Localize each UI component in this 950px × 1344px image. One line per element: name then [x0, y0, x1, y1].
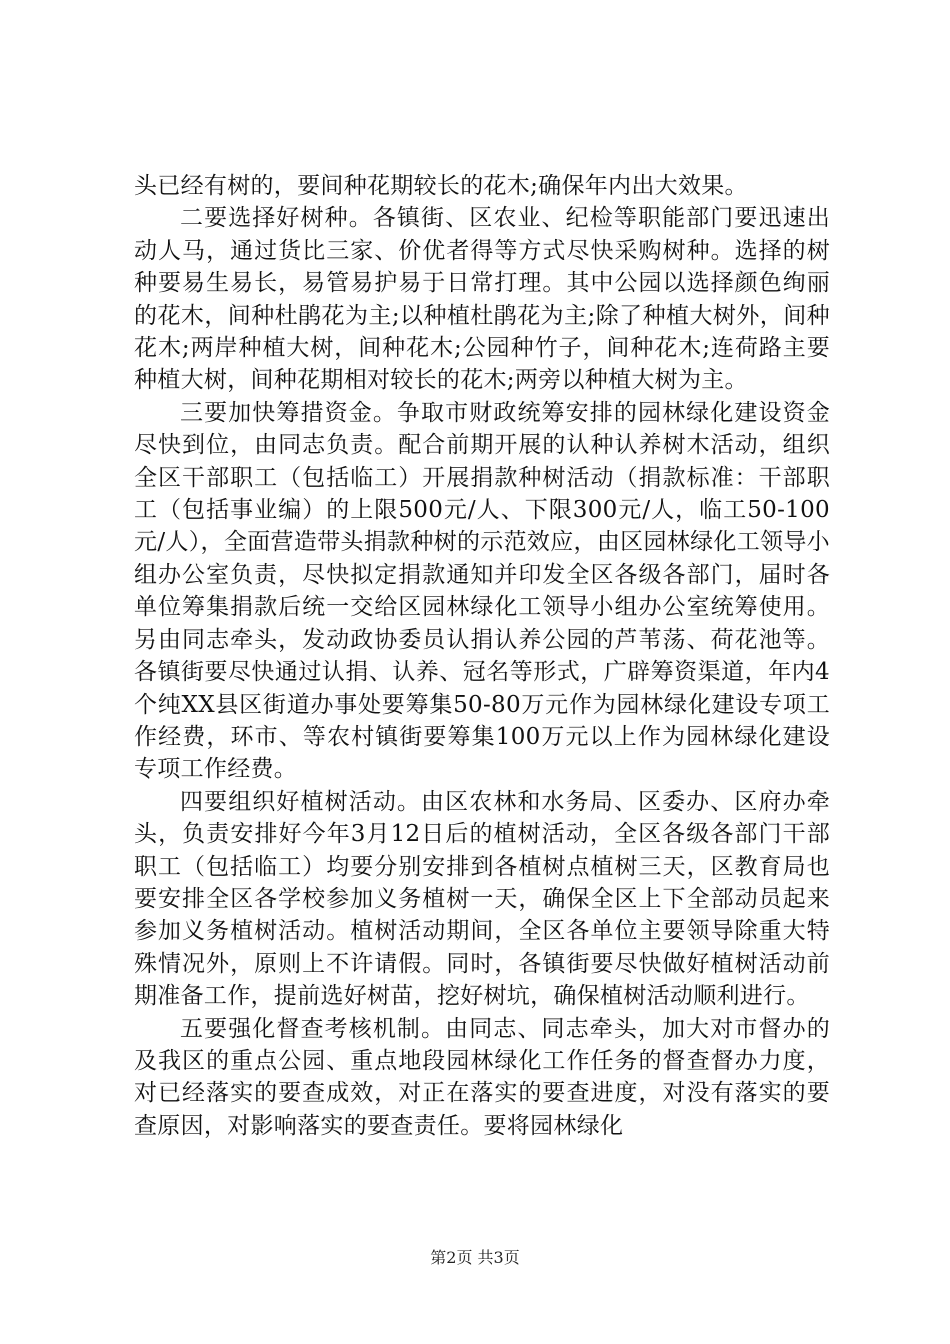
- document-body: [134, 170, 830, 1142]
- paragraph-4: 四要组织好植树活动。由区农林和水务局、区委办、区府办牵头，负责安排好今年3月12日后的植树活动，全区各级各部门干部职工（包括临工）均要分别安排到各植树点植树三天，区教育局也要安排全区各学校参加义务植树一天，确保全区上下全部动员起来参加义务植树活动。植树活动期间，全区各单位主要领导除重大特殊情况外，原则上不许请假。同时，各镇街要尽快做好植树活动前期准备工作，提前选好树苗，挖好树坑，确保植树活动顺利进行。: [134, 788, 830, 1010]
- paragraph-2: 二要选择好树种。各镇街、区农业、纪检等职能部门要迅速出动人马，通过货比三家、价优者得等方式尽快采购树种。选择的树种要易生易长，易管易护易于日常打理。其中公园以选择颜色绚丽的花木，间种杜鹃花为主;以种植杜鹃花为主;除了种植大树外，间种花木;两岸种植大树，间种花木;公园种竹子，间种花木;连荷路主要种植大树，间种花期相对较长的花木;两旁以种植大树为主。: [134, 205, 830, 394]
- paragraph-3: 三要加快筹措资金。争取市财政统筹安排的园林绿化建设资金尽快到位，由同志负责。配合前期开展的认种认养树木活动，组织全区干部职工（包括临工）开展捐款种树活动（捐款标准：干部职工（包括事业编）的上限500元/人、下限300元/人，临工50-100元/人），全面营造带头捐款种树的示范效应，由区园林绿化工领导小组办公室负责，尽快拟定捐款通知并印发全区各级各部门，届时各单位筹集捐款后统一交给区园林绿化工领导小组办公室统筹使用。另由同志牵头，发动政协委员认捐认养公园的芦苇荡、荷花池等。各镇街要尽快通过认捐、认养、冠名等形式，广辟筹资渠道，年内4个纯XX县区街道办事处要筹集50-80万元作为园林绿化建设专项工作经费，环市、等农村镇街要筹集100万元以上作为园林绿化建设专项工作经费。: [134, 399, 830, 783]
- paragraph-1: 头已经有树的，要间种花期较长的花木;确保年内出大效果。: [134, 173, 748, 199]
- paragraph-5: 五要强化督查考核机制。由同志、同志牵头，加大对市督办的及我区的重点公园、重点地段园林绿化工作任务的督查督办力度，对已经落实的要查成效，对正在落实的要查进度，对没有落实的要查原因，对影响落实的要查责任。要将园林绿化: [134, 1015, 830, 1139]
- page-number-footer: 第2页 共3页: [430, 1248, 520, 1267]
